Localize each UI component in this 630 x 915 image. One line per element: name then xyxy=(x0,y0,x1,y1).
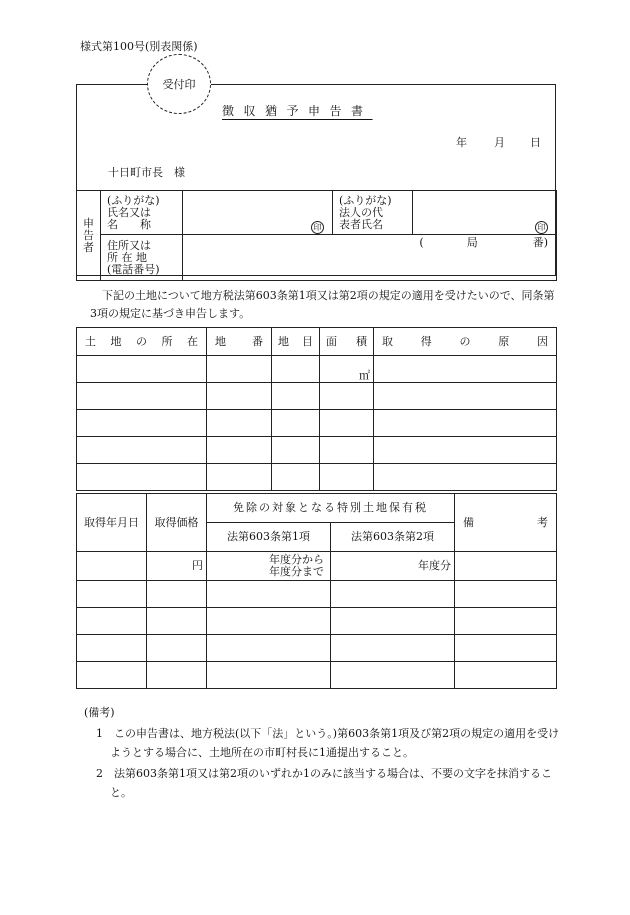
acquisition-reason-header: 取得の原因 xyxy=(374,328,557,356)
seal-icon: 印 xyxy=(535,221,548,234)
phone-number-label: 番) xyxy=(532,236,548,249)
acquisition-price-cell[interactable] xyxy=(147,608,207,635)
seal-icon: 印 xyxy=(311,221,324,234)
clause-1-header: 法第603条第1項 xyxy=(207,523,331,552)
table-row xyxy=(77,410,557,437)
acquisition-price-cell[interactable] xyxy=(147,662,207,689)
land-table xyxy=(76,327,557,491)
clause-2-cell[interactable] xyxy=(331,552,455,581)
land-location-cell[interactable] xyxy=(77,383,207,410)
address-label: 住所又は 所 在 地 (電話番号) xyxy=(101,235,183,281)
acquisition-price-cell[interactable] xyxy=(147,635,207,662)
land-category-cell[interactable] xyxy=(272,383,320,410)
clause-2-cell[interactable] xyxy=(331,635,455,662)
lot-number-cell[interactable] xyxy=(207,410,272,437)
remarks-cell[interactable] xyxy=(455,581,557,608)
acquisition-reason-cell[interactable] xyxy=(374,437,557,464)
address-field[interactable] xyxy=(183,235,557,281)
form-title: 徴収猶予申告書 xyxy=(222,104,373,118)
yen-unit: 円 xyxy=(192,559,203,572)
name-field[interactable] xyxy=(183,191,333,235)
land-category-header: 地目 xyxy=(272,328,320,356)
acquisition-reason-cell[interactable] xyxy=(374,410,557,437)
acquisition-price-cell[interactable] xyxy=(147,581,207,608)
note-item-1: 1 この申告書は、地方税法(以下「法」という。)第603条第1項及び第2項の規定の適用を受けようとする場合に、土地所在の市町村長に1通提出すること。 xyxy=(96,727,560,759)
land-location-cell[interactable] xyxy=(77,410,207,437)
clause-1-cell[interactable] xyxy=(207,662,331,689)
reception-stamp-label: 受付印 xyxy=(162,78,196,91)
square-meter-unit: ㎡ xyxy=(359,369,370,382)
phone-open: ( xyxy=(419,236,424,249)
area-cell[interactable] xyxy=(320,437,374,464)
land-category-cell[interactable] xyxy=(272,464,320,491)
lot-number-cell[interactable] xyxy=(207,383,272,410)
remarks-cell[interactable] xyxy=(455,662,557,689)
table-row xyxy=(77,383,557,410)
lot-number-header: 地番 xyxy=(207,328,272,356)
table-row xyxy=(77,608,557,635)
table-row xyxy=(77,635,557,662)
clause-1-cell[interactable]: 年度分から 年度分まで xyxy=(207,552,331,581)
table-row xyxy=(77,552,557,581)
remarks-cell[interactable] xyxy=(455,552,557,581)
table-row xyxy=(77,662,557,689)
remarks-header: 備 考 xyxy=(455,494,557,552)
acquisition-price-cell[interactable] xyxy=(147,552,207,581)
acquisition-reason-cell[interactable] xyxy=(374,464,557,491)
acquisition-reason-cell[interactable] xyxy=(374,383,557,410)
clause-1-cell[interactable] xyxy=(207,581,331,608)
land-location-header: 土地の所在 xyxy=(77,328,207,356)
land-category-cell[interactable] xyxy=(272,410,320,437)
date-month-label: 月 xyxy=(494,136,505,149)
clause-2-cell[interactable] xyxy=(331,662,455,689)
date-year-label: 年 xyxy=(456,136,467,149)
acquisition-date-header: 取得年月日 xyxy=(77,494,147,552)
representative-label: (ふりがな) 法人の代 表者氏名 xyxy=(333,191,413,235)
acquisition-date-cell[interactable] xyxy=(77,552,147,581)
land-category-cell[interactable] xyxy=(272,356,320,383)
remarks-cell[interactable] xyxy=(455,635,557,662)
representative-field[interactable] xyxy=(413,191,557,235)
land-location-cell[interactable] xyxy=(77,464,207,491)
acquisition-reason-cell[interactable] xyxy=(374,356,557,383)
notes-title: (備考) xyxy=(84,706,115,719)
form-number: 様式第100号(別表関係) xyxy=(80,40,198,53)
lot-number-cell[interactable] xyxy=(207,356,272,383)
applicant-side-label: 申 告 者 xyxy=(77,191,101,281)
clause-2-cell[interactable] xyxy=(331,608,455,635)
note-item-2: 2 法第603条第1項又は第2項のいずれか1のみに該当する場合は、不要の文字を抹消すること。 xyxy=(96,767,552,799)
phone-bureau-label: 局 xyxy=(466,236,478,249)
fiscal-unit: 年度分 xyxy=(418,559,451,572)
clause-2-header: 法第603条第2項 xyxy=(331,523,455,552)
land-category-cell[interactable] xyxy=(272,437,320,464)
acquisition-date-cell[interactable] xyxy=(77,662,147,689)
reception-stamp-circle xyxy=(147,54,211,114)
area-cell[interactable] xyxy=(320,356,374,383)
acquisition-date-cell[interactable] xyxy=(77,608,147,635)
acquisition-date-cell[interactable] xyxy=(77,581,147,608)
area-cell[interactable] xyxy=(320,383,374,410)
table-row xyxy=(77,581,557,608)
table-row xyxy=(77,356,557,383)
lot-number-cell[interactable] xyxy=(207,464,272,491)
clause-1-cell[interactable] xyxy=(207,608,331,635)
tax-table xyxy=(76,493,557,689)
area-header: 面積 xyxy=(320,328,374,356)
land-location-cell[interactable] xyxy=(77,437,207,464)
acquisition-date-cell[interactable] xyxy=(77,635,147,662)
acquisition-price-header: 取得価格 xyxy=(147,494,207,552)
date-day-label: 日 xyxy=(530,136,541,149)
table-row xyxy=(77,437,557,464)
clause-2-cell[interactable] xyxy=(331,581,455,608)
name-label: (ふりがな) 氏名又は 名 称 xyxy=(101,191,183,235)
intro-text: 下記の土地について地方税法第603条第1項又は第2項の規定の適用を受けたいので、同条第3項の規定に基づき申告します。 xyxy=(90,289,555,320)
clause-1-cell[interactable] xyxy=(207,635,331,662)
addressee: 十日町市長 様 xyxy=(108,166,185,179)
land-location-cell[interactable] xyxy=(77,356,207,383)
table-row xyxy=(77,464,557,491)
area-cell[interactable] xyxy=(320,410,374,437)
area-cell[interactable] xyxy=(320,464,374,491)
lot-number-cell[interactable] xyxy=(207,437,272,464)
remarks-cell[interactable] xyxy=(455,608,557,635)
exempt-tax-header: 免除の対象となる特別土地保有税 xyxy=(207,494,455,523)
applicant-table xyxy=(76,190,557,281)
